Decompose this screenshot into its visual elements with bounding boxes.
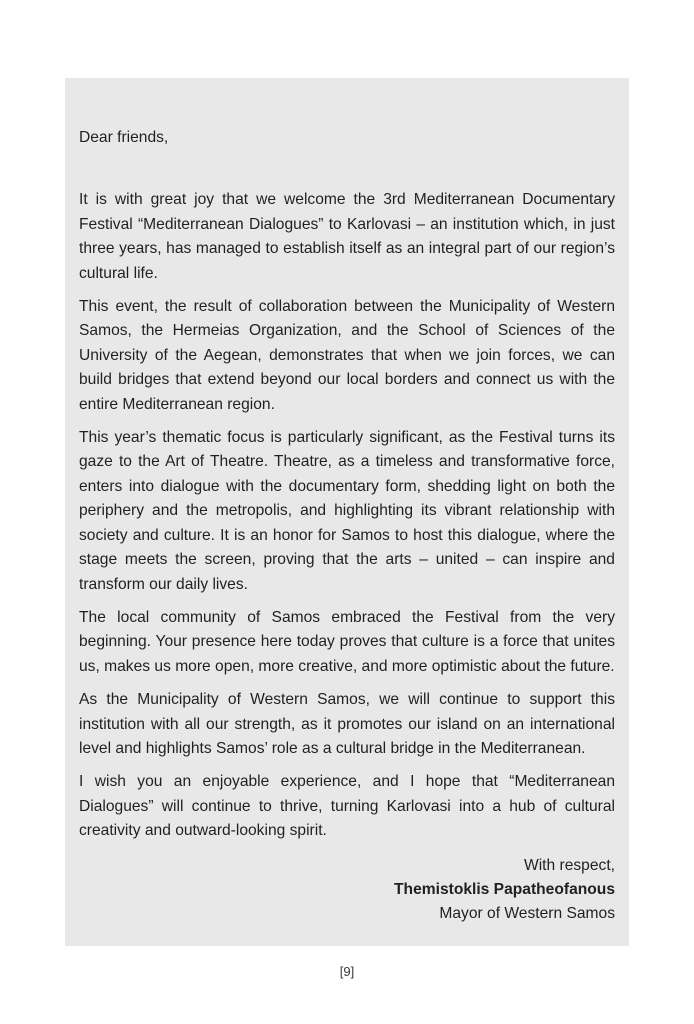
letter-greeting: Dear friends, — [79, 129, 169, 146]
letter-content — [79, 126, 615, 927]
letter-paragraph-1: It is with great joy that we welcome the 3rd Mediterranean Documentary Festival “Mediterranean Dialogues” to Karlovasi – an institution which, in just three years, has managed to establish itself as an integral part of our region’s cultural life. — [79, 191, 615, 282]
letter-paragraph-2: This event, the result of collaboration between the Municipality of Western Samos, the Hermeias Organization, and the School of Sciences of the University of the Aegean, demonstrates that when we join forces, we can build bridges that extend beyond our local borders and connect us with the entire Mediterranean region. — [79, 298, 615, 413]
page-number: [9] — [339, 964, 355, 979]
letter-panel — [65, 78, 629, 946]
letter-paragraph-3: This year’s thematic focus is particularly significant, as the Festival turns its gaze to the Art of Theatre. Theatre, as a timeless and transformative force, enters into dialogue with the documentary form, shedding light on both the periphery and the metropolis, and highlighting its vibrant relationship with society and culture. It is an honor for Samos to host this dialogue, where the stage meets the screen, proving that the arts – united – can inspire and transform our daily lives. — [79, 429, 615, 593]
closing-line: With respect, — [524, 856, 615, 874]
letter-paragraph-6: I wish you an enjoyable experience, and I hope that “Mediterranean Dialogues” will continue to thrive, turning Karlovasi into a hub of cultural creativity and outward-looking spirit. — [79, 773, 615, 840]
signatory-title: Mayor of Western Samos — [439, 905, 615, 923]
letter-paragraph-4: The local community of Samos embraced the Festival from the very beginning. Your presence here today proves that culture is a force that unites us, makes us more open, more creative, and more optimistic about the future. — [79, 608, 615, 675]
signature-block — [79, 854, 615, 927]
signatory-name: Themistoklis Papatheofanous — [394, 880, 615, 898]
letter-paragraph-5: As the Municipality of Western Samos, we will continue to support this institution with all our strength, as it promotes our island on an international level and highlights Samos’ role as a cultural bridge in the Mediterranean. — [79, 691, 615, 757]
